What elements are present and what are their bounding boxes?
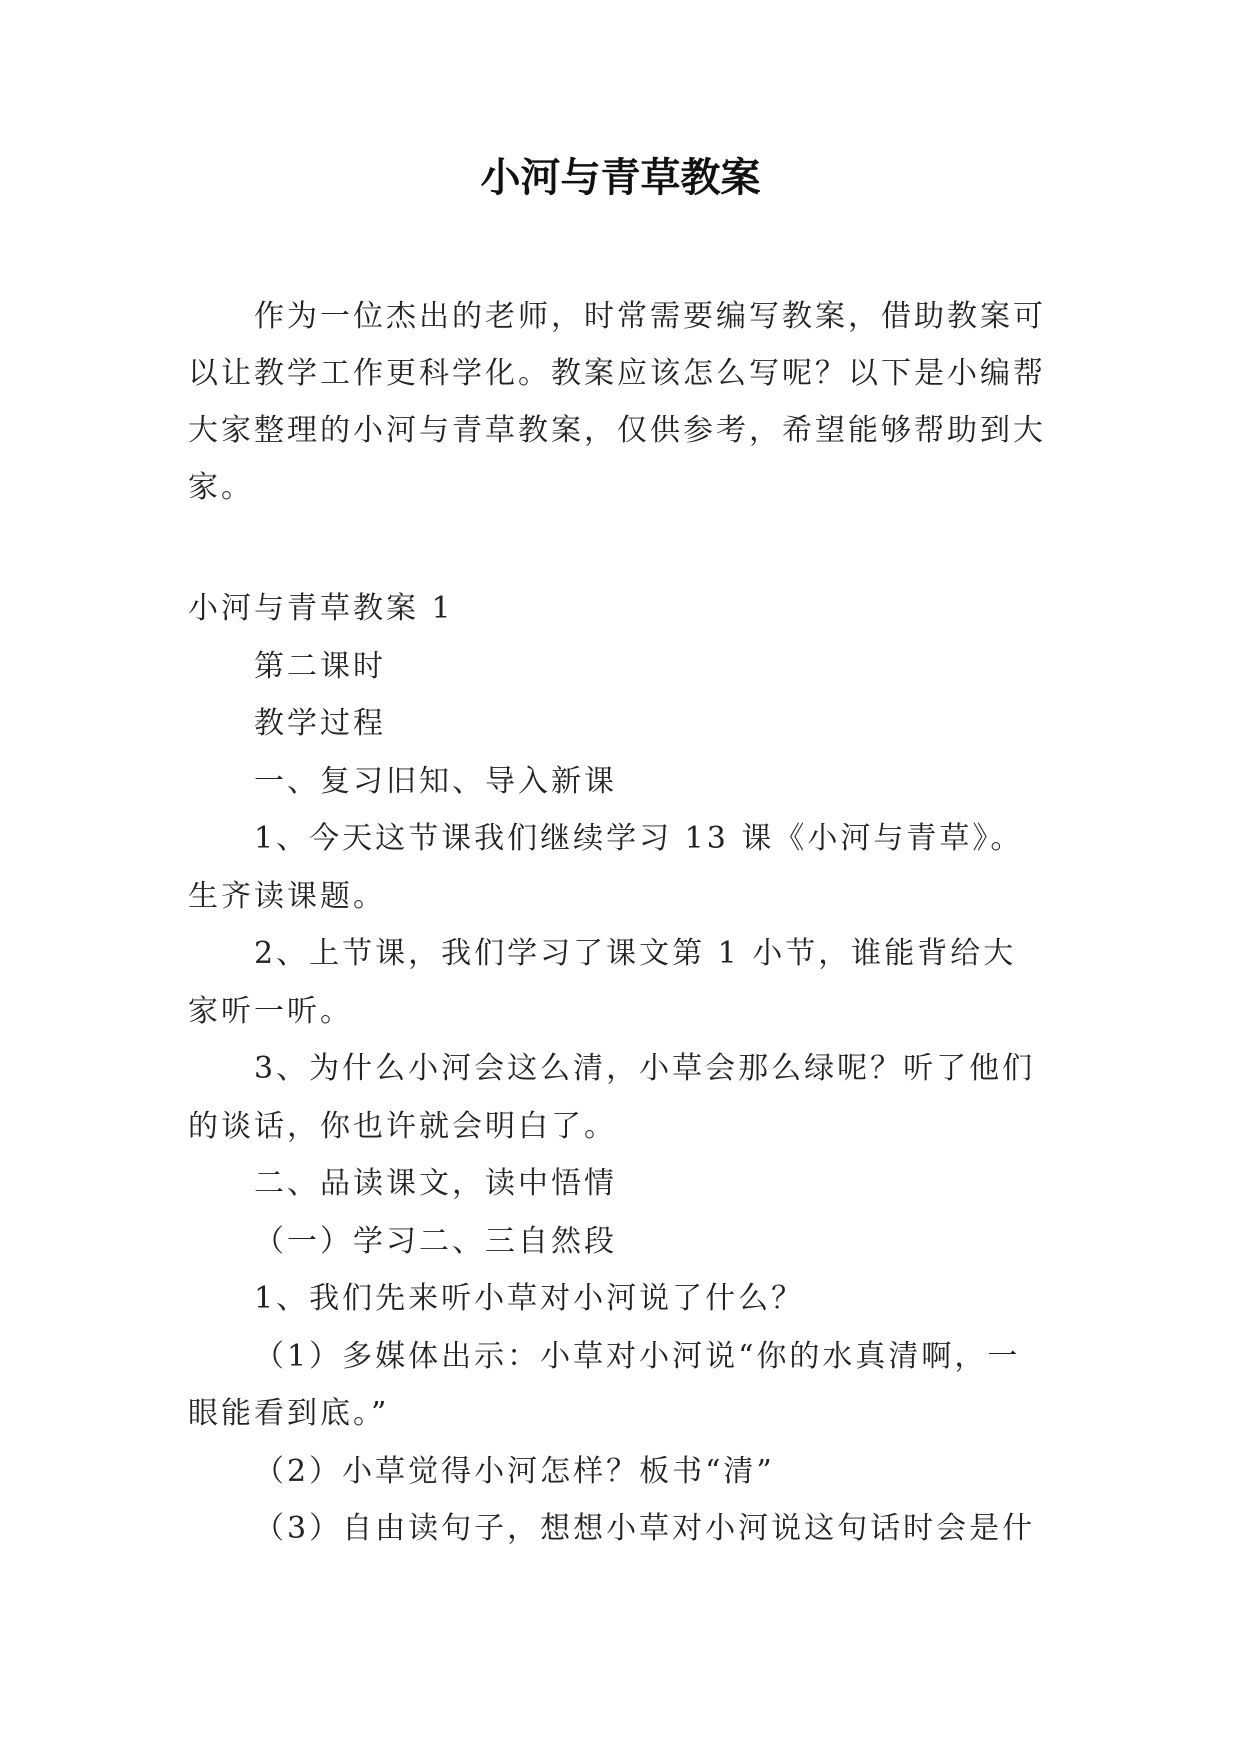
lesson-line: 3、为什么小河会这么清，小草会那么绿呢？听了他们的谈话，你也许就会明白了。	[188, 1051, 1036, 1144]
lesson-line: （一）学习二、三自然段	[254, 1223, 617, 1259]
lesson-line: 第二课时	[254, 648, 386, 684]
lesson-line: 二、品读课文，读中悟情	[254, 1166, 617, 1201]
intro-paragraph: 作为一位杰出的老师，时常需要编写教案，借助教案可以让教学工作更科学化。教案应该怎么写呢？以下是小编帮大家整理的小河与青草教案，仅供参考，希望能够帮助到大家。	[188, 299, 1046, 505]
lesson-line: （3）自由读句子，想想小草对小河说这句话时会是什	[254, 1511, 1036, 1546]
lesson-line: 1、今天这节课我们继续学习 13 课《小河与青草》。生齐读课题。	[188, 821, 1024, 914]
lesson-line: （1）多媒体出示：小草对小河说“你的水真清啊，一眼能看到底。”	[188, 1338, 1021, 1431]
lesson-line: 1、我们先来听小草对小河说了什么？	[254, 1281, 805, 1316]
lesson-line: （2）小草觉得小河怎样？板书“清”	[254, 1453, 775, 1489]
lesson-line: 2、上节课，我们学习了课文第 1 小节，谁能背给大家听一听。	[188, 936, 1017, 1029]
document-title: 小河与青草教案	[480, 155, 761, 201]
lesson-line: 一、复习旧知、导入新课	[254, 763, 617, 799]
intro-section	[188, 288, 1048, 516]
section-heading: 小河与青草教案 1	[188, 591, 454, 626]
lesson-section	[188, 580, 1048, 1558]
lesson-line: 教学过程	[254, 706, 386, 741]
